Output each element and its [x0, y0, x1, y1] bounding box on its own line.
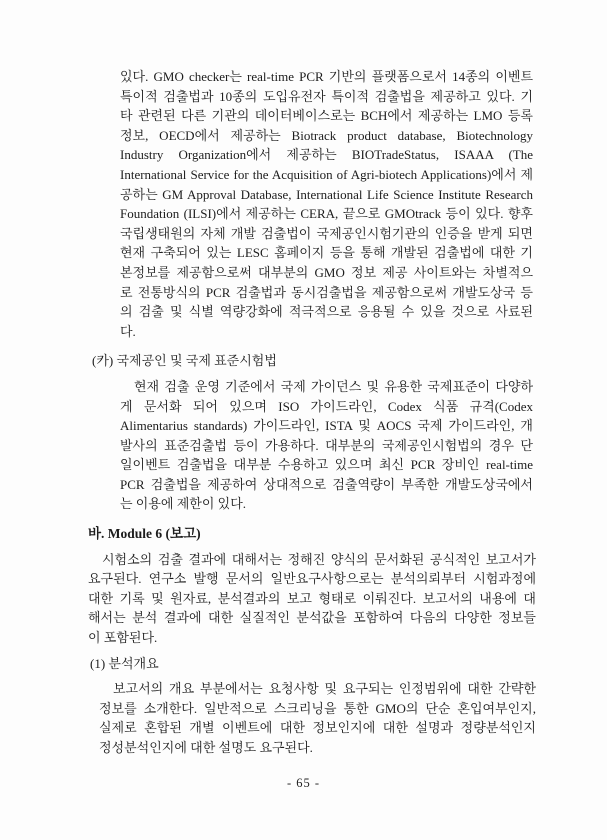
text-line: Foundation (ILSI)에서 제공하는 CERA, 끝으로 GMOtrack 등이 있다. 향후 [120, 206, 533, 222]
text-line: 타 관련된 다른 기관의 데이터베이스로는 BCH에서 제공하는 LMO 등록 [120, 108, 533, 124]
heading-text: (카) 국제공인 및 국제 표준시험법 [92, 353, 277, 369]
page-footer [0, 776, 607, 791]
text-line: Alimentarius standards) 가이드라인, ISTA 및 AOCS 국제 가이드라인, 개 [120, 418, 533, 434]
heading-text: 바. Module 6 (보고) [88, 526, 201, 542]
text-line: 정성분석인지에 대한 설명도 요구된다. [99, 740, 313, 755]
text-line: 정보를 소개한다. 일반적으로 스크리닝을 통한 GMO의 단순 혼입여부인지, [99, 700, 536, 716]
text-line: 보고서의 개요 부분에서는 요청사항 및 요구되는 인정범위에 대한 간략한 [113, 681, 536, 697]
text-line: PCR 검출법을 제공하여 상대적으로 검출역량이 부족한 개발도상국에서 [120, 476, 533, 492]
heading-text: (1) 분석개요 [90, 655, 159, 671]
text-line: 현재 검출 운영 기준에서 국제 가이던스 및 유용한 국제표준이 다양하 [134, 378, 533, 394]
text-line: 실제로 혼합된 개별 이벤트에 대한 정보인지에 대한 설명과 정량분석인지 [99, 720, 536, 736]
page-number: - 65 - [286, 776, 321, 790]
paragraph-report-requirements [88, 550, 536, 648]
document-body [88, 67, 536, 758]
heading-module-6-reporting [88, 524, 536, 544]
text-line: 대한 기록 및 원자료, 분석결과의 보고 형태로 이뤄진다. 보고서의 내용에 대 [88, 590, 536, 606]
text-line: 본정보를 제공함으로써 대부분의 GMO 정보 제공 사이트와는 차별적으 [120, 264, 533, 280]
paragraph-gmo-checker-databases [120, 67, 533, 341]
text-line: International Service for the Acquisition of Agri-biotech Applications)에서 제 [120, 166, 533, 182]
text-line: 게 문서화 되어 있으며 ISO 가이드라인, Codex 식품 규격(Codex [120, 398, 533, 414]
text-line: 이 포함된다. [88, 630, 158, 646]
text-line: 시험소의 검출 결과에 대해서는 정해진 양식의 문서화된 공식적인 보고서가 [102, 551, 536, 567]
text-line: 요구된다. 연구소 발행 문서의 일반요구사항으로는 분석의뢰부터 시험과정에 [88, 571, 536, 587]
text-line: 현재 구축되어 있는 LESC 홈페이지 등을 통해 개발된 검출법에 대한 기 [120, 245, 533, 261]
text-line: 있다. GMO checker는 real-time PCR 기반의 플랫폼으로서 14종의 이벤트 [120, 69, 533, 84]
text-line: 공하는 GM Approval Database, International Life Science Institute Research [120, 186, 533, 202]
paragraph-analysis-overview [99, 679, 536, 757]
paragraph-international-standards [120, 377, 533, 514]
text-line: 는 이용에 제한이 있다. [120, 496, 247, 512]
text-line: 정보, OECD에서 제공하는 Biotrack product database, Biotechnology [120, 127, 533, 143]
text-line: 특이적 검출법과 10종의 도입유전자 특이적 검출법을 제공하고 있다. 기 [120, 88, 533, 104]
text-line: 의 검출 및 식별 역량강화에 적극적으로 응용될 수 있을 것으로 사료된 [120, 304, 533, 320]
text-line: 국립생태원의 자체 개발 검출법이 국제공인시험기관의 인증을 받게 되면 [120, 225, 533, 241]
text-line: 해서는 분석 결과에 대한 실질적인 분석값을 포함하여 다음의 다양한 정보들 [88, 610, 536, 626]
heading-international-accredited-methods [92, 351, 536, 371]
text-line: 일이벤트 검출법을 대부분 수용하고 있으며 최신 PCR 장비인 real-time [120, 457, 533, 473]
text-line: 발사의 표준검출법 등이 가용하다. 대부분의 국제공인시험법의 경우 단 [120, 437, 533, 453]
text-line: 다. [120, 323, 136, 339]
text-line: Industry Organization에서 제공하는 BIOTradeStatus, ISAAA (The [120, 147, 533, 163]
text-line: 로 전통방식의 PCR 검출법과 동시검출법을 제공함으로써 개발도상국 등 [120, 284, 533, 300]
heading-analysis-overview [90, 654, 536, 674]
